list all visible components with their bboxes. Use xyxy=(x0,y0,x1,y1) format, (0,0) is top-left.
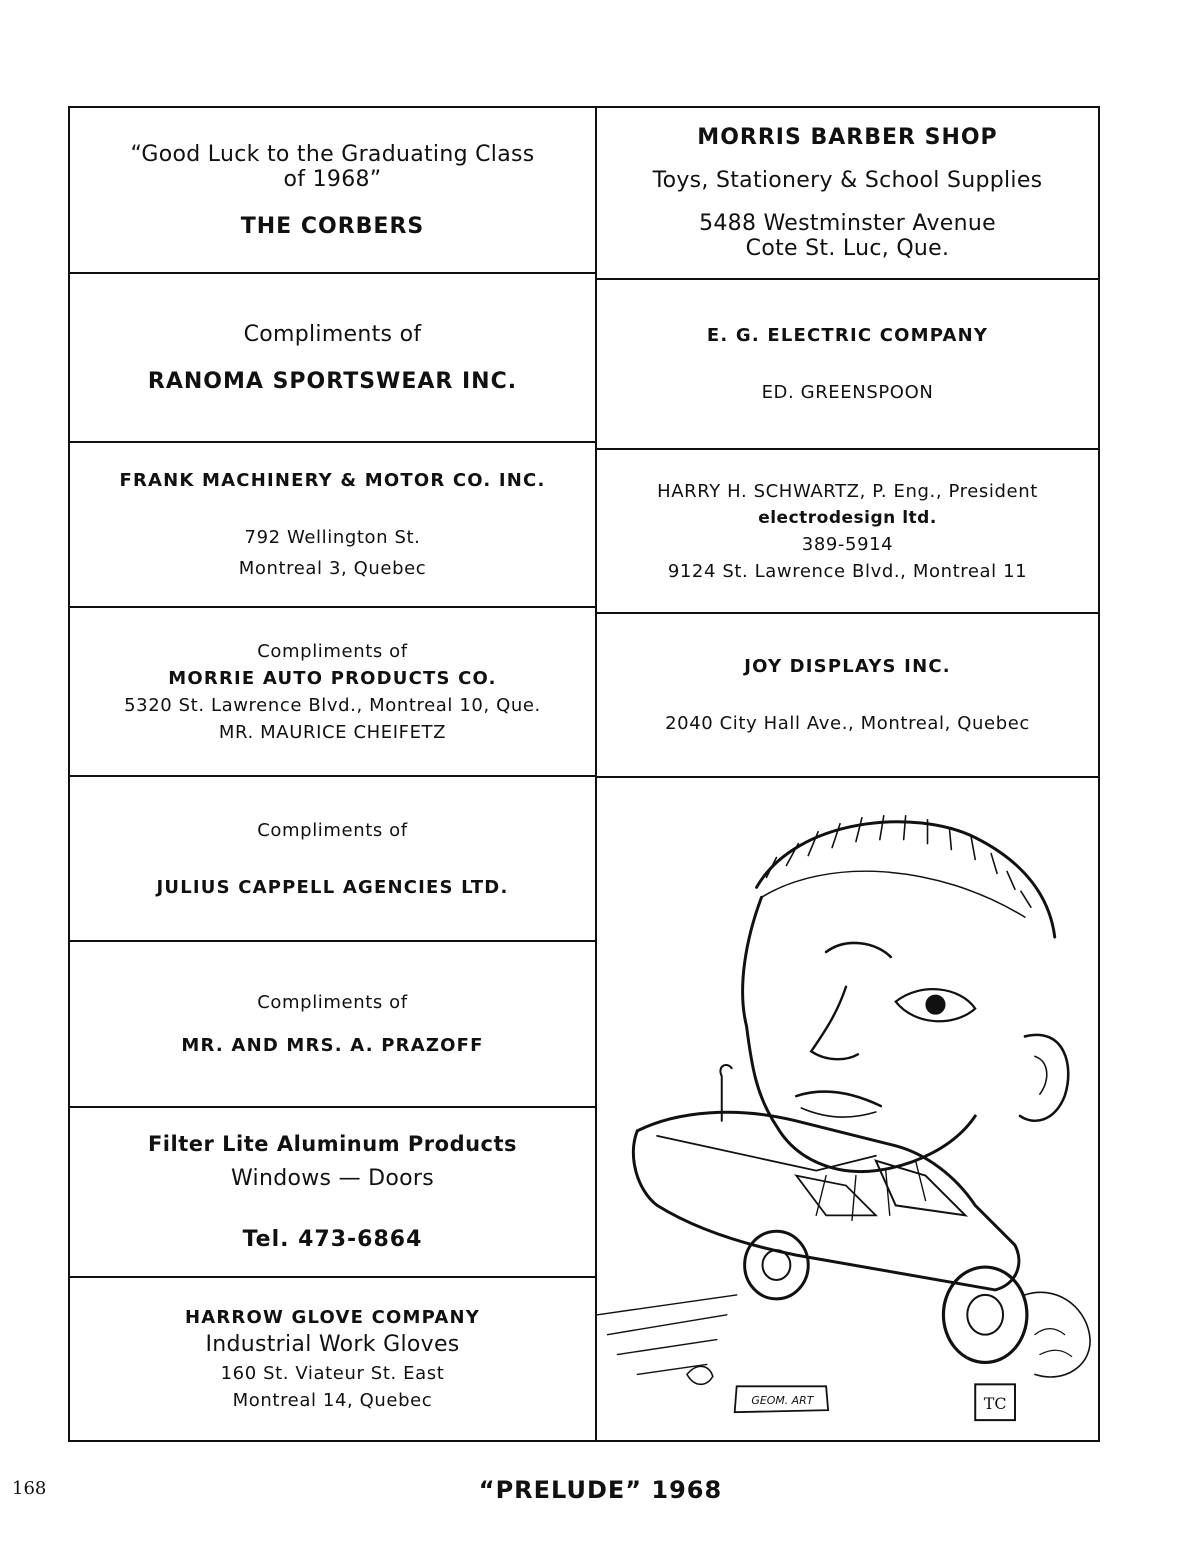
ad-corbers-line1: “Good Luck to the Graduating Class xyxy=(130,141,535,167)
ad-julius-lead: Compliments of xyxy=(257,819,408,841)
ad-harrow-glove xyxy=(70,1278,595,1440)
publication-footer: “PRELUDE” 1968 xyxy=(478,1476,723,1504)
ad-joy-address: 2040 City Hall Ave., Montreal, Quebec xyxy=(665,713,1030,734)
caricature-illustration xyxy=(597,778,1098,1440)
ad-ranoma xyxy=(70,274,595,443)
ad-electrodesign xyxy=(597,450,1098,614)
right-column xyxy=(597,108,1098,1440)
ad-frank-address1: 792 Wellington St. xyxy=(244,527,421,548)
ad-frank-address2: Montreal 3, Quebec xyxy=(238,558,427,579)
ad-morris-address1: 5488 Westminster Avenue xyxy=(699,211,996,236)
ad-harrow-address2: Montreal 14, Quebec xyxy=(232,1390,433,1411)
ad-grid xyxy=(68,106,1100,1442)
ad-harrow-tagline: Industrial Work Gloves xyxy=(205,1332,460,1357)
ad-frank-name: FRANK MACHINERY & MOTOR CO. INC. xyxy=(119,470,546,491)
ad-eg-electric xyxy=(597,280,1098,450)
ad-prazoff xyxy=(70,942,595,1108)
ad-joy-name: JOY DISPLAYS INC. xyxy=(744,656,951,677)
ad-morris-name: MORRIS BARBER SHOP xyxy=(697,125,998,150)
ad-frank-machinery xyxy=(70,443,595,608)
ad-corbers xyxy=(70,108,595,274)
ad-morrie-address: 5320 St. Lawrence Blvd., Montreal 10, Que. xyxy=(124,694,541,716)
ad-morris-tagline: Toys, Stationery & School Supplies xyxy=(652,168,1043,193)
ad-morrie-contact: MR. MAURICE CHEIFETZ xyxy=(218,721,447,743)
ad-ranoma-lead: Compliments of xyxy=(243,321,422,347)
ad-electrodesign-contact: HARRY H. SCHWARTZ, P. Eng., President xyxy=(657,480,1038,502)
ad-harrow-name: HARROW GLOVE COMPANY xyxy=(184,1307,481,1328)
ad-prazoff-lead: Compliments of xyxy=(257,992,408,1013)
ad-morris-address2: Cote St. Luc, Que. xyxy=(745,236,950,261)
ad-julius-name: JULIUS CAPPELL AGENCIES LTD. xyxy=(156,876,509,898)
svg-text:TC: TC xyxy=(983,1394,1007,1414)
ad-electrodesign-address: 9124 St. Lawrence Blvd., Montreal 11 xyxy=(667,560,1028,582)
ad-ranoma-name: RANOMA SPORTSWEAR INC. xyxy=(147,368,518,394)
ad-morrie-lead: Compliments of xyxy=(257,640,408,662)
left-column xyxy=(70,108,597,1440)
svg-text:GEOM. ART: GEOM. ART xyxy=(751,1394,814,1408)
ad-harrow-address1: 160 St. Viateur St. East xyxy=(220,1363,445,1384)
ad-morrie-name: MORRIE AUTO PRODUCTS CO. xyxy=(168,667,497,689)
ad-morrie-auto xyxy=(70,608,595,777)
ad-corbers-name: THE CORBERS xyxy=(240,213,425,239)
ad-prazoff-name: MR. AND MRS. A. PRAZOFF xyxy=(181,1035,484,1056)
ad-electrodesign-name: electrodesign ltd. xyxy=(758,507,937,528)
ad-morris-barber xyxy=(597,108,1098,280)
ad-eg-name: E. G. ELECTRIC COMPANY xyxy=(706,325,989,346)
ad-julius-cappell xyxy=(70,777,595,942)
ad-filter-phone: Tel. 473-6864 xyxy=(242,1227,423,1252)
caricature-drawing xyxy=(597,778,1098,1440)
ad-filter-products: Windows — Doors xyxy=(230,1166,435,1191)
ad-eg-contact: ED. GREENSPOON xyxy=(761,382,934,403)
ad-corbers-line2: of 1968” xyxy=(283,166,382,192)
ad-filter-name: Filter Lite Aluminum Products xyxy=(147,1132,518,1156)
ad-electrodesign-phone: 389-5914 xyxy=(801,533,894,555)
ad-filter-lite xyxy=(70,1108,595,1278)
ad-joy-displays xyxy=(597,614,1098,778)
page-number: 168 xyxy=(12,1478,47,1499)
